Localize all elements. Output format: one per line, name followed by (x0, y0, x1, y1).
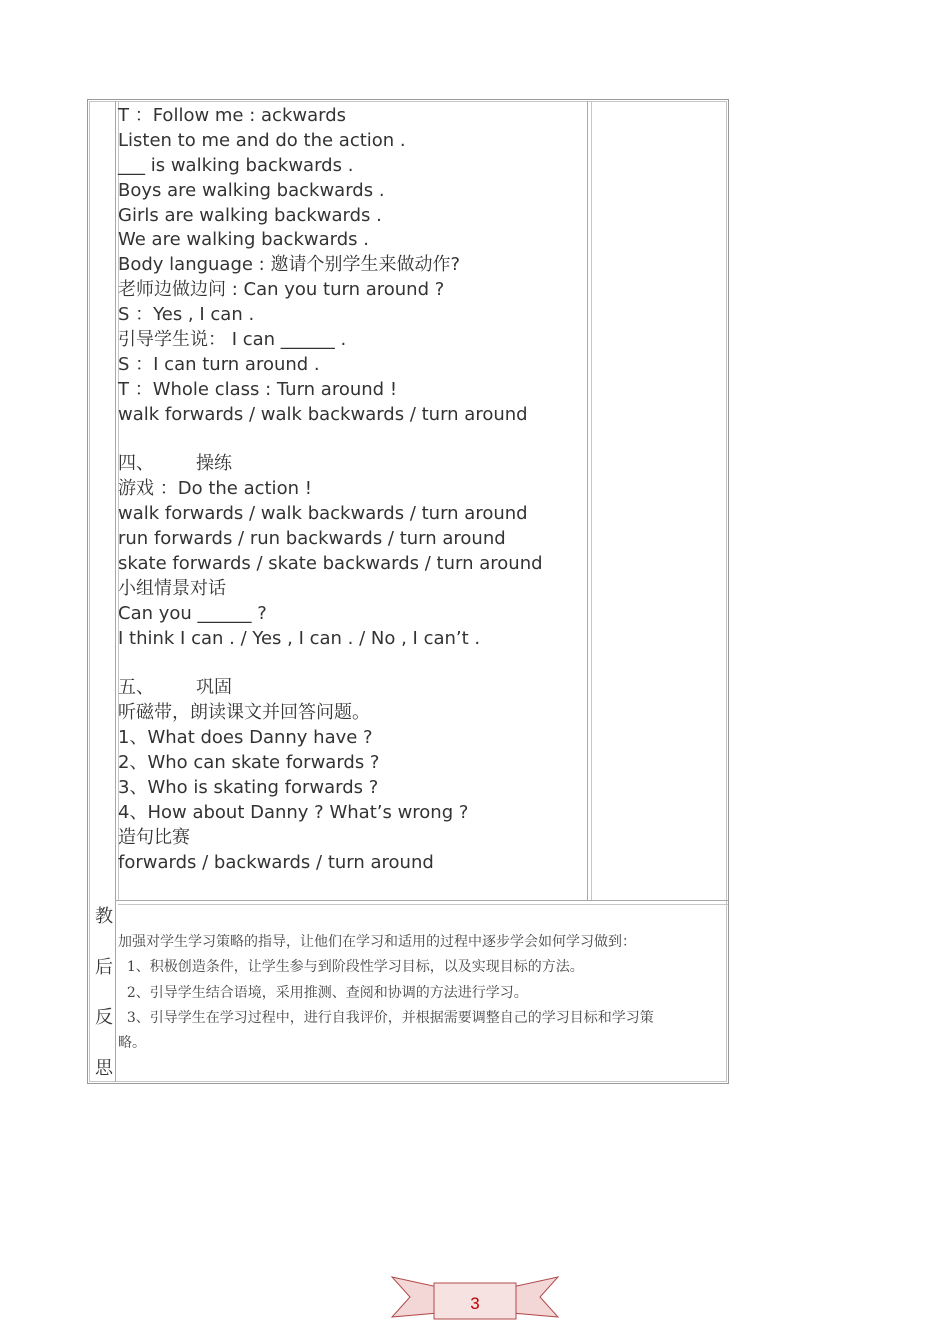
row-divider (115, 900, 728, 901)
lesson-line (118, 701, 586, 726)
reflection-line: 加强对学生学习策略的指导，让他们在学习和适用的过程中逐步学会如何学习做到： (118, 934, 636, 950)
reflection-label-char: 教 (95, 906, 113, 927)
column-divider-left (115, 101, 116, 1082)
reflection-line: 3、引导学生在学习过程中，进行自我评价，并根据需要调整自己的学习目标和学习策 (118, 1009, 654, 1026)
lesson-line-text: S ：Yes , I can . (118, 304, 255, 326)
lesson-line-text: Can you ______ ? (118, 602, 267, 624)
reflection-line: 2、引导学生结合语境，采用推测、查阅和协调的方法进行学习。 (118, 984, 528, 1001)
column-divider-middle (587, 101, 588, 901)
reflection-label-char: 反 (95, 1007, 113, 1028)
lesson-line-text: 四、 (118, 453, 154, 475)
lesson-line-text: 老师边做边问 : Can you turn around ? (118, 279, 445, 301)
lesson-line-text: 3、Who is skating forwards ? (118, 777, 379, 799)
lesson-line-text: S ：I can turn around . (118, 353, 320, 375)
section-heading: 巩固 (196, 677, 232, 699)
lesson-line (118, 378, 586, 403)
lesson-line (118, 303, 586, 328)
lesson-line-text: walk forwards / walk backwards / turn around (118, 403, 528, 425)
lesson-line (118, 726, 586, 751)
page-number-ribbon (390, 1273, 560, 1325)
lesson-line-text: skate forwards / skate backwards / turn around (118, 553, 543, 575)
lesson-line-text: run forwards / run backwards / turn around (118, 528, 506, 550)
lesson-line (118, 253, 586, 278)
lesson-line-text: 4、How about Danny ? What’s wrong ? (118, 801, 469, 823)
lesson-line (118, 104, 586, 129)
lesson-content (118, 104, 586, 876)
lesson-line (118, 652, 586, 677)
lesson-line (118, 278, 586, 303)
column-divider-middle-inner (591, 101, 592, 901)
lesson-line (118, 477, 586, 502)
page-number: 3 (470, 1294, 480, 1313)
lesson-line (118, 129, 586, 154)
lesson-line-text: 1、What does Danny have ? (118, 727, 373, 749)
lesson-line (118, 527, 586, 552)
lesson-line (118, 452, 586, 477)
lesson-line-text: 引导学生说： I can ______ . (118, 329, 347, 351)
lesson-line (118, 154, 586, 179)
lesson-line (118, 577, 586, 602)
lesson-line-text: T ：Follow me : ackwards (118, 105, 347, 126)
lesson-line (118, 776, 586, 801)
reflection-label-char: 思 (95, 1057, 113, 1079)
lesson-line (118, 502, 586, 527)
lesson-line-text: 听磁带，朗读课文并回答问题。 (118, 702, 370, 724)
lesson-line-text: Boys are walking backwards . (118, 179, 385, 201)
lesson-line (118, 801, 586, 826)
lesson-line (118, 602, 586, 627)
lesson-line-text: We are walking backwards . (118, 229, 369, 251)
lesson-line (118, 826, 586, 851)
lesson-line (118, 851, 586, 876)
lesson-line-text: forwards / backwards / turn around (118, 851, 434, 873)
lesson-line-text: 2、Who can skate forwards ? (118, 752, 380, 774)
lesson-line (118, 751, 586, 776)
lesson-line (118, 228, 586, 253)
lesson-line-text: 小组情景对话 (118, 577, 226, 599)
lesson-line-text: Girls are walking backwards . (118, 204, 382, 226)
lesson-line (118, 676, 586, 701)
lesson-line-text: 五、 (118, 677, 154, 699)
reflection-label (93, 902, 115, 1104)
reflection-line: 略。 (118, 1035, 146, 1052)
lesson-line (118, 179, 586, 204)
reflection-label-char: 后 (95, 956, 113, 978)
lesson-line-text: 造句比赛 (118, 826, 190, 848)
lesson-line-text: walk forwards / walk backwards / turn around (118, 503, 528, 525)
lesson-line (118, 204, 586, 229)
lesson-line (118, 428, 586, 453)
lesson-line (118, 328, 586, 353)
lesson-line (118, 403, 586, 428)
lesson-line-text: T ：Whole class : Turn around ! (118, 378, 398, 400)
reflection-line: 1、积极创造条件，让学生参与到阶段性学习目标，以及实现目标的方法。 (118, 959, 584, 976)
lesson-line-text: I think I can . / Yes , I can . / No , I can’t . (118, 627, 481, 649)
row-divider-inner (118, 904, 728, 905)
lesson-line (118, 552, 586, 577)
lesson-line-text: Listen to me and do the action . (118, 129, 406, 151)
reflection-content (118, 930, 730, 1056)
lesson-line (118, 627, 586, 652)
section-heading: 操练 (196, 453, 232, 475)
lesson-line-text: 游戏 ：Do the action ! (118, 478, 312, 500)
lesson-line-text: Body language : 邀请个别学生来做动作? (118, 254, 461, 276)
lesson-line (118, 353, 586, 378)
lesson-line-text: ___ is walking backwards . (118, 154, 354, 176)
